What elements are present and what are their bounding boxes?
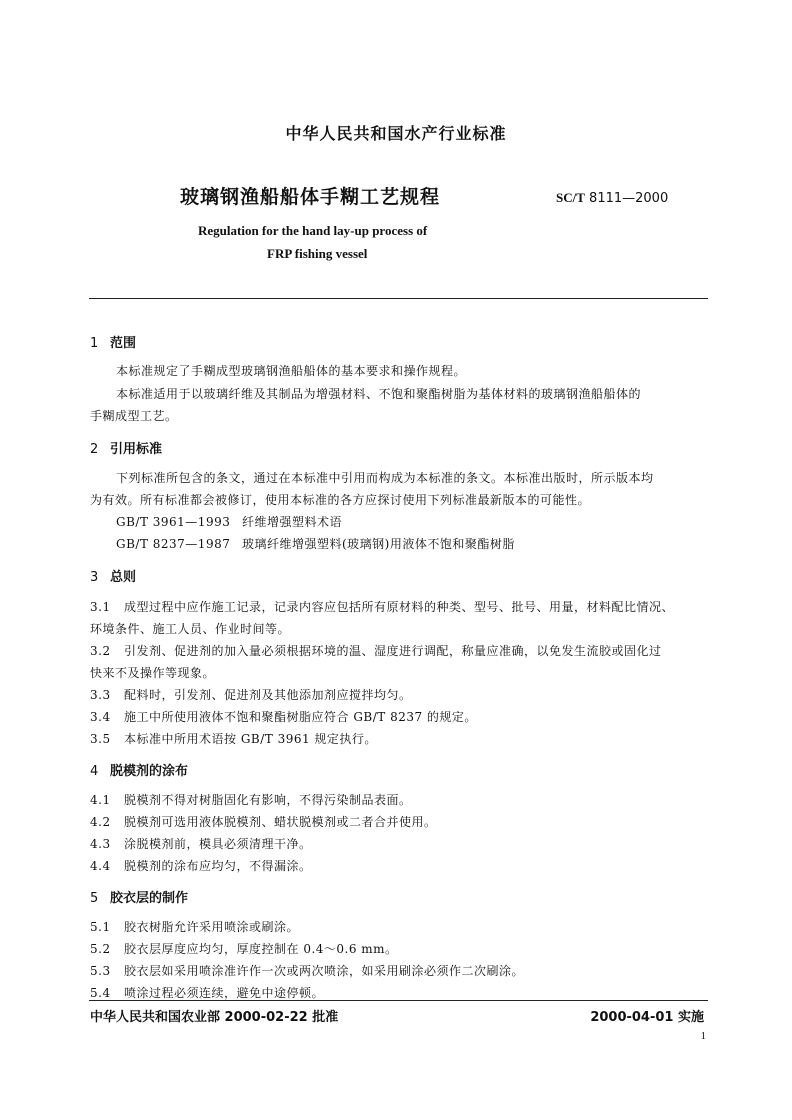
section-heading-1: 1 范围 bbox=[90, 336, 137, 351]
header-rule bbox=[89, 298, 708, 299]
clause: 3.1 成型过程中应作施工记录，记录内容应包括所有原材料的种类、型号、批号、用量，材料配比情况、 bbox=[90, 600, 675, 614]
clause-continuation: 快来不及操作等现象。 bbox=[90, 666, 216, 680]
clause-continuation: 环境条件、施工人员、作业时间等。 bbox=[90, 622, 291, 636]
paragraph: 本标准适用于以玻璃纤维及其制品为增强材料、不饱和聚酯树脂为基体材料的玻璃钢渔船船体的 bbox=[116, 387, 642, 401]
issuing-organization: 中华人民共和国水产行业标准 bbox=[285, 124, 507, 143]
paragraph: 手糊成型工艺。 bbox=[90, 409, 178, 423]
clause: 5.4 喷涂过程必须连续，避免中途停顿。 bbox=[90, 986, 325, 1000]
clause: 3.3 配料时，引发剂、促进剂及其他添加剂应搅拌均匀。 bbox=[90, 688, 412, 702]
section-heading-5: 5 胶衣层的制作 bbox=[90, 891, 189, 906]
approval-date: 中华人民共和国农业部 2000-02-22 批准 bbox=[90, 1010, 339, 1025]
footer-rule bbox=[89, 1000, 708, 1001]
clause: 4.3 涂脱模剂前，模具必须清理干净。 bbox=[90, 837, 312, 851]
paragraph: 下列标准所包含的条文，通过在本标准中引用而构成为本标准的条文。本标准出版时，所示版本均 bbox=[116, 471, 654, 485]
clause: 5.1 胶衣树脂允许采用喷涂或刷涂。 bbox=[90, 920, 300, 934]
reference-item bbox=[116, 535, 515, 552]
clause: 3.4 施工中所使用液体不饱和聚酯树脂应符合 GB/T 8237 的规定。 bbox=[90, 710, 477, 724]
clause: 4.1 脱模剂不得对树脂固化有影响，不得污染制品表面。 bbox=[90, 793, 412, 807]
clause: 5.3 胶衣层如采用喷涂准许作一次或两次喷涂，如采用刷涂必须作二次刷涂。 bbox=[90, 964, 525, 978]
reference-item bbox=[116, 513, 342, 530]
clause: 5.2 胶衣层厚度应均匀，厚度控制在 0.4～0.6 mm。 bbox=[90, 942, 398, 956]
paragraph: 为有效。所有标准都会被修订，使用本标准的各方应探讨使用下列标准最新版本的可能性。 bbox=[90, 493, 591, 507]
reference-code: GB/T 3961—1993 bbox=[116, 515, 231, 529]
code-number: 8111—2000 bbox=[589, 191, 669, 206]
clause: 3.5 本标准中所用术语按 GB/T 3961 规定执行。 bbox=[90, 732, 377, 746]
clause: 4.2 脱模剂可选用液体脱模剂、蜡状脱模剂或二者合并使用。 bbox=[90, 815, 437, 829]
paragraph: 本标准规定了手糊成型玻璃钢渔船船体的基本要求和操作规程。 bbox=[116, 364, 467, 378]
section-heading-3: 3 总则 bbox=[90, 570, 137, 585]
implementation-date: 2000-04-01 实施 bbox=[590, 1010, 704, 1025]
reference-title: 玻璃纤维增强塑料(玻璃钢)用液体不饱和聚酯树脂 bbox=[242, 537, 515, 551]
reference-title: 纤维增强塑料术语 bbox=[242, 515, 343, 529]
reference-code: GB/T 8237—1987 bbox=[116, 537, 231, 551]
english-title-line1: Regulation for the hand lay-up process of bbox=[198, 223, 428, 238]
standard-code bbox=[556, 190, 668, 206]
english-title-line2: FRP fishing vessel bbox=[267, 246, 368, 261]
page-number: 1 bbox=[700, 1030, 706, 1042]
section-heading-4: 4 脱模剂的涂布 bbox=[90, 764, 189, 779]
clause: 3.2 引发剂、促进剂的加入量必须根据环境的温、湿度进行调配，称量应准确，以免发生流胶或固化过 bbox=[90, 644, 662, 658]
clause: 4.4 脱模剂的涂布应均匀，不得漏涂。 bbox=[90, 859, 312, 873]
section-heading-2: 2 引用标准 bbox=[90, 442, 163, 457]
code-prefix: SC/T bbox=[556, 190, 585, 205]
standard-title: 玻璃钢渔船船体手糊工艺规程 bbox=[180, 186, 441, 208]
